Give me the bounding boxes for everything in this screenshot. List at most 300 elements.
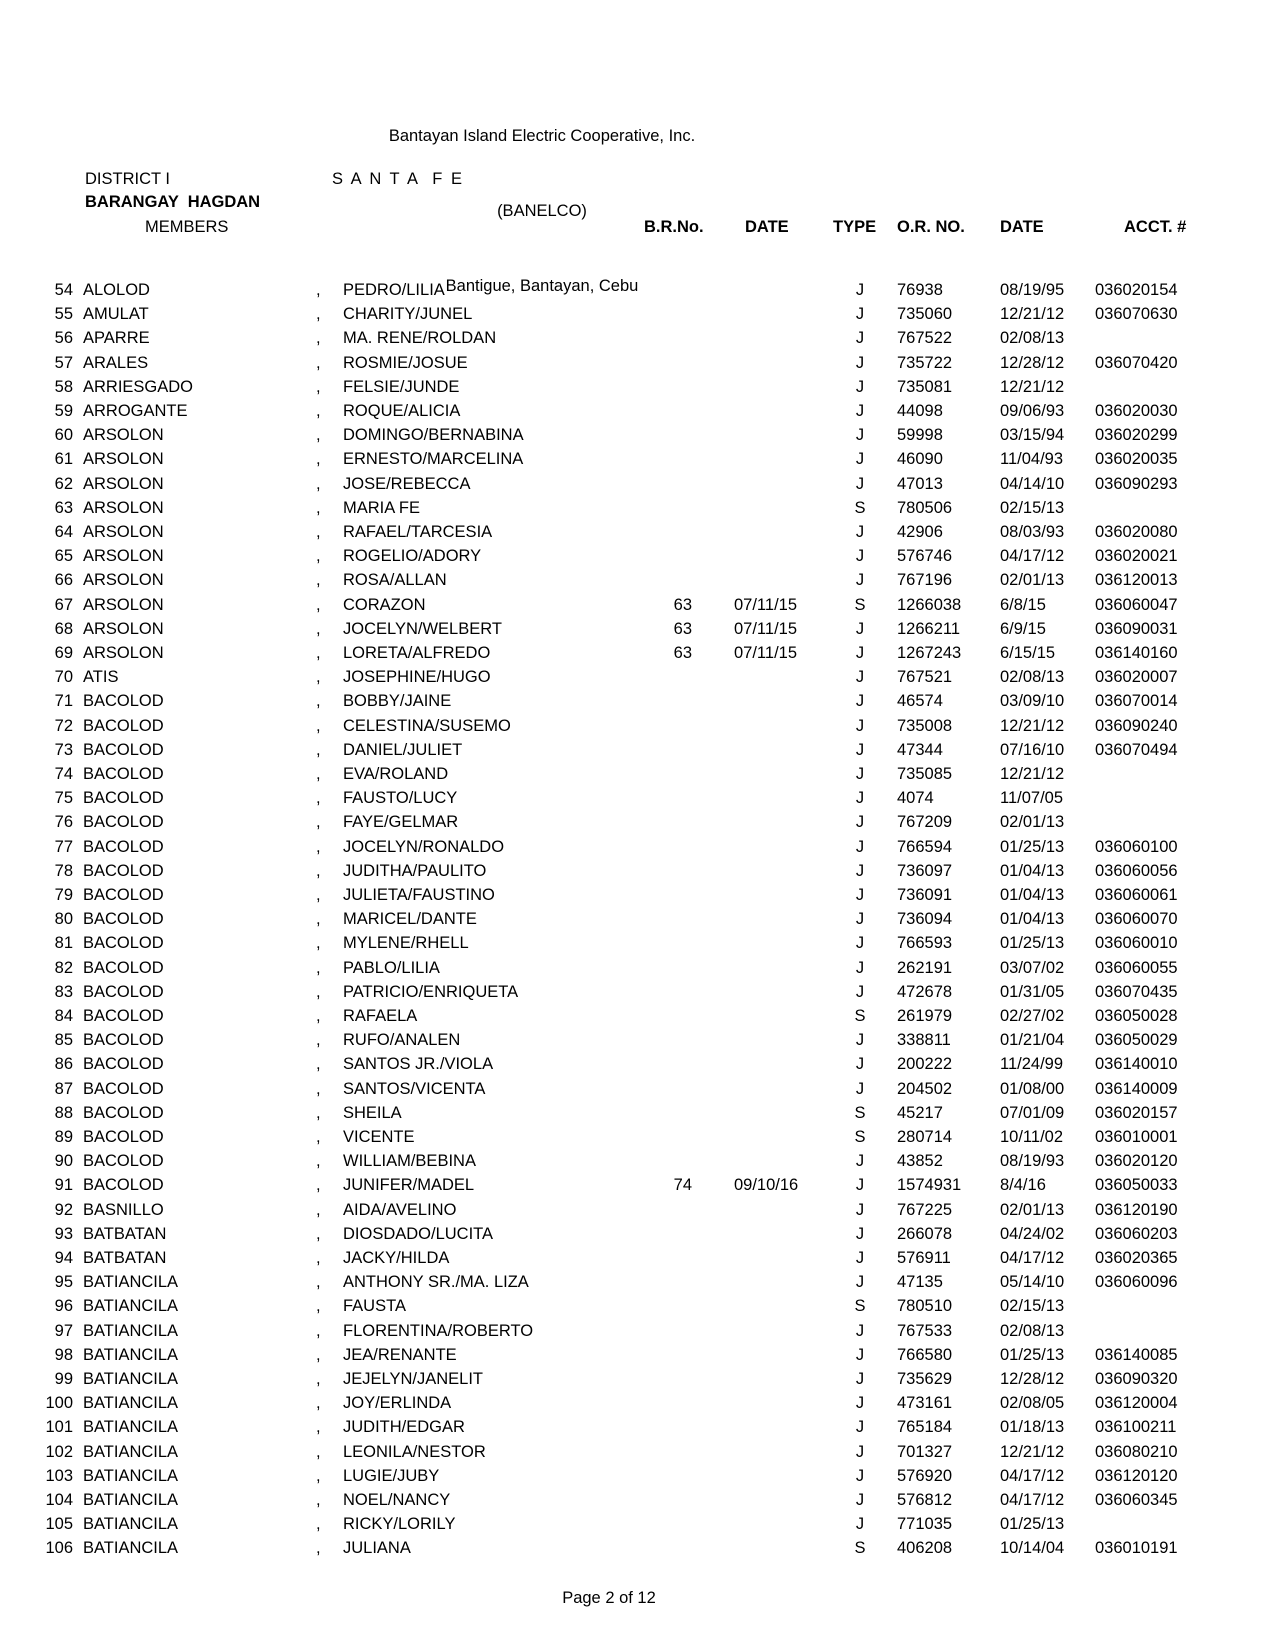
membership-type: J <box>855 1322 865 1340</box>
membership-type: J <box>855 450 865 468</box>
account-number: 036090320 <box>1095 1370 1178 1388</box>
member-surname: BATIANCILA <box>83 1346 179 1364</box>
or-number: 46090 <box>897 450 943 468</box>
member-number: 93 <box>54 1225 73 1243</box>
name-separator: , <box>316 1201 321 1219</box>
column-header-or-no: O.R. NO. <box>897 218 965 236</box>
member-surname: BATIANCILA <box>83 1370 179 1388</box>
or-date: 12/21/12 <box>1000 378 1065 396</box>
member-first-names: LUGIE/JUBY <box>343 1467 440 1485</box>
name-separator: , <box>316 1467 321 1485</box>
or-number: 406208 <box>897 1539 953 1557</box>
member-first-names: CORAZON <box>343 596 426 614</box>
member-number: 89 <box>54 1128 73 1146</box>
member-number: 105 <box>45 1515 73 1533</box>
or-number: 1267243 <box>897 644 962 662</box>
column-header-type: TYPE <box>833 218 877 236</box>
member-number: 81 <box>54 934 73 952</box>
member-surname: APARRE <box>83 329 150 347</box>
account-number: 036010001 <box>1095 1128 1178 1146</box>
account-number: 036060055 <box>1095 959 1178 977</box>
or-number: 47013 <box>897 475 943 493</box>
or-number: 766580 <box>897 1346 953 1364</box>
or-number: 780510 <box>897 1297 953 1315</box>
table-row <box>0 1273 1275 1297</box>
br-date: 09/10/16 <box>734 1176 799 1194</box>
name-separator: , <box>316 596 321 614</box>
member-number: 92 <box>54 1201 73 1219</box>
member-surname: ARSOLON <box>83 475 164 493</box>
membership-type: S <box>854 499 866 517</box>
account-number: 036140010 <box>1095 1055 1178 1073</box>
member-surname: BACOLOD <box>83 692 164 710</box>
member-first-names: JOCELYN/WELBERT <box>343 620 502 638</box>
name-separator: , <box>316 668 321 686</box>
member-surname: ARROGANTE <box>83 402 188 420</box>
table-row <box>0 1515 1275 1539</box>
account-number: 036060061 <box>1095 886 1178 904</box>
or-number: 200222 <box>897 1055 953 1073</box>
table-row <box>0 862 1275 886</box>
or-date: 10/11/02 <box>1000 1128 1064 1146</box>
account-number: 036020035 <box>1095 450 1178 468</box>
membership-type: J <box>855 1152 865 1170</box>
or-date: 01/04/13 <box>1000 862 1065 880</box>
member-number: 82 <box>54 959 73 977</box>
table-row <box>0 1322 1275 1346</box>
name-separator: , <box>316 838 321 856</box>
or-date: 02/15/13 <box>1000 1297 1065 1315</box>
name-separator: , <box>316 499 321 517</box>
member-first-names: BOBBY/JAINE <box>343 692 452 710</box>
or-number: 735629 <box>897 1370 953 1388</box>
br-date: 07/11/15 <box>734 620 798 638</box>
membership-type: J <box>855 475 865 493</box>
membership-type: J <box>855 547 865 565</box>
or-date: 01/04/13 <box>1000 886 1065 904</box>
membership-type: J <box>855 1443 865 1461</box>
member-number: 63 <box>54 499 73 517</box>
member-first-names: RAFAELA <box>343 1007 418 1025</box>
or-number: 735085 <box>897 765 953 783</box>
name-separator: , <box>316 1539 321 1557</box>
membership-type: J <box>855 1394 865 1412</box>
member-first-names: MYLENE/RHELL <box>343 934 469 952</box>
name-separator: , <box>316 789 321 807</box>
br-date: 07/11/15 <box>734 644 798 662</box>
or-number: 42906 <box>897 523 943 541</box>
member-number: 106 <box>45 1539 73 1557</box>
table-row <box>0 1104 1275 1128</box>
member-surname: BATBATAN <box>83 1225 167 1243</box>
member-number: 95 <box>54 1273 73 1291</box>
account-number: 036090031 <box>1095 620 1178 638</box>
membership-type: J <box>855 910 865 928</box>
name-separator: , <box>316 1491 321 1509</box>
account-number: 036070494 <box>1095 741 1178 759</box>
district-label: DISTRICT I <box>85 170 170 188</box>
member-surname: BACOLOD <box>83 789 164 807</box>
account-number: 036080210 <box>1095 1443 1178 1461</box>
or-date: 09/06/93 <box>1000 402 1065 420</box>
member-number: 54 <box>54 281 73 299</box>
member-number: 80 <box>54 910 73 928</box>
member-number: 84 <box>54 1007 73 1025</box>
member-surname: BACOLOD <box>83 813 164 831</box>
membership-type: J <box>855 1031 865 1049</box>
name-separator: , <box>316 1055 321 1073</box>
or-number: 204502 <box>897 1080 953 1098</box>
or-number: 473161 <box>897 1394 953 1412</box>
or-number: 735008 <box>897 717 953 735</box>
account-number: 036090293 <box>1095 475 1178 493</box>
table-row <box>0 305 1275 329</box>
member-surname: ARSOLON <box>83 596 164 614</box>
name-separator: , <box>316 402 321 420</box>
member-first-names: RAFAEL/TARCESIA <box>343 523 493 541</box>
membership-type: J <box>855 1080 865 1098</box>
name-separator: , <box>316 1370 321 1388</box>
name-separator: , <box>316 571 321 589</box>
membership-type: J <box>855 692 865 710</box>
table-row <box>0 1394 1275 1418</box>
account-number: 036120013 <box>1095 571 1178 589</box>
membership-type: J <box>855 813 865 831</box>
member-surname: BACOLOD <box>83 717 164 735</box>
or-date: 12/21/12 <box>1000 765 1065 783</box>
membership-type: S <box>854 1104 866 1122</box>
member-number: 69 <box>54 644 73 662</box>
table-row <box>0 934 1275 958</box>
or-date: 04/17/12 <box>1000 1467 1065 1485</box>
table-row <box>0 547 1275 571</box>
or-date: 04/24/02 <box>1000 1225 1065 1243</box>
member-number: 56 <box>54 329 73 347</box>
member-surname: AMULAT <box>83 305 149 323</box>
member-number: 67 <box>54 596 73 614</box>
membership-type: J <box>855 523 865 541</box>
table-row <box>0 1128 1275 1152</box>
membership-type: J <box>855 1467 865 1485</box>
or-date: 6/15/15 <box>1000 644 1056 662</box>
member-first-names: FAUSTA <box>343 1297 406 1315</box>
membership-type: J <box>855 838 865 856</box>
member-surname: BATIANCILA <box>83 1443 179 1461</box>
table-row <box>0 886 1275 910</box>
or-date: 01/18/13 <box>1000 1418 1065 1436</box>
member-surname: BATIANCILA <box>83 1491 179 1509</box>
name-separator: , <box>316 813 321 831</box>
or-number: 576812 <box>897 1491 953 1509</box>
member-number: 57 <box>54 354 73 372</box>
or-number: 766594 <box>897 838 953 856</box>
table-row <box>0 1055 1275 1079</box>
member-number: 72 <box>54 717 73 735</box>
member-first-names: JUNIFER/MADEL <box>343 1176 475 1194</box>
account-number: 036060100 <box>1095 838 1178 856</box>
or-date: 02/27/02 <box>1000 1007 1065 1025</box>
member-number: 76 <box>54 813 73 831</box>
name-separator: , <box>316 1249 321 1267</box>
table-row <box>0 1539 1275 1563</box>
table-row <box>0 1370 1275 1394</box>
membership-type: J <box>855 620 865 638</box>
member-surname: ARSOLON <box>83 571 164 589</box>
account-number: 036020080 <box>1095 523 1178 541</box>
table-row <box>0 329 1275 353</box>
table-row <box>0 523 1275 547</box>
or-number: 767196 <box>897 571 953 589</box>
or-number: 46574 <box>897 692 943 710</box>
member-first-names: JEJELYN/JANELIT <box>343 1370 483 1388</box>
membership-type: J <box>855 934 865 952</box>
member-surname: BACOLOD <box>83 983 164 1001</box>
name-separator: , <box>316 1152 321 1170</box>
membership-type: J <box>855 402 865 420</box>
table-row <box>0 596 1275 620</box>
or-number: 1266211 <box>897 620 961 638</box>
member-first-names: FAUSTO/LUCY <box>343 789 458 807</box>
member-surname: ARSOLON <box>83 499 164 517</box>
table-row <box>0 450 1275 474</box>
membership-type: J <box>855 305 865 323</box>
name-separator: , <box>316 1031 321 1049</box>
membership-type: J <box>855 1055 865 1073</box>
membership-type: J <box>855 378 865 396</box>
membership-type: S <box>854 1007 866 1025</box>
table-row <box>0 741 1275 765</box>
member-surname: BATIANCILA <box>83 1515 179 1533</box>
table-row <box>0 644 1275 668</box>
member-number: 78 <box>54 862 73 880</box>
or-number: 767522 <box>897 329 953 347</box>
member-number: 88 <box>54 1104 73 1122</box>
name-separator: , <box>316 910 321 928</box>
member-surname: ARSOLON <box>83 426 164 444</box>
or-number: 766593 <box>897 934 953 952</box>
member-number: 87 <box>54 1080 73 1098</box>
member-surname: BACOLOD <box>83 838 164 856</box>
or-date: 04/17/12 <box>1000 1491 1065 1509</box>
member-first-names: SHEILA <box>343 1104 402 1122</box>
or-number: 262191 <box>897 959 953 977</box>
membership-type: J <box>855 717 865 735</box>
or-date: 12/21/12 <box>1000 717 1065 735</box>
member-surname: BASNILLO <box>83 1201 164 1219</box>
member-first-names: DIOSDADO/LUCITA <box>343 1225 494 1243</box>
member-surname: BATBATAN <box>83 1249 167 1267</box>
or-date: 11/04/93 <box>1000 450 1064 468</box>
member-surname: ARSOLON <box>83 450 164 468</box>
account-number: 036020157 <box>1095 1104 1178 1122</box>
account-number: 036070420 <box>1095 354 1178 372</box>
member-surname: BACOLOD <box>83 1176 164 1194</box>
member-number: 101 <box>45 1418 73 1436</box>
br-number: 63 <box>673 620 692 638</box>
membership-type: J <box>855 1515 865 1533</box>
member-surname: BATIANCILA <box>83 1418 179 1436</box>
or-number: 1266038 <box>897 596 962 614</box>
member-first-names: AIDA/AVELINO <box>343 1201 457 1219</box>
or-date: 07/16/10 <box>1000 741 1065 759</box>
member-first-names: DANIEL/JULIET <box>343 741 463 759</box>
name-separator: , <box>316 1322 321 1340</box>
or-number: 735081 <box>897 378 953 396</box>
account-number: 036140009 <box>1095 1080 1178 1098</box>
member-number: 71 <box>54 692 73 710</box>
or-date: 02/08/13 <box>1000 668 1065 686</box>
column-header-br-date: DATE <box>745 218 789 236</box>
member-first-names: PEDRO/LILIA <box>343 281 445 299</box>
or-number: 767209 <box>897 813 953 831</box>
member-number: 90 <box>54 1152 73 1170</box>
name-separator: , <box>316 523 321 541</box>
member-surname: ATIS <box>83 668 119 686</box>
account-number: 036020007 <box>1095 668 1178 686</box>
org-abbreviation: (BANELCO) <box>497 202 587 220</box>
name-separator: , <box>316 1128 321 1146</box>
or-number: 576746 <box>897 547 953 565</box>
or-date: 02/01/13 <box>1000 1201 1065 1219</box>
account-number: 036060056 <box>1095 862 1178 880</box>
member-number: 61 <box>54 450 73 468</box>
account-number: 036020365 <box>1095 1249 1178 1267</box>
or-number: 735722 <box>897 354 953 372</box>
or-date: 11/24/99 <box>1000 1055 1064 1073</box>
membership-type: J <box>855 281 865 299</box>
br-number: 63 <box>673 596 692 614</box>
table-row <box>0 1080 1275 1104</box>
name-separator: , <box>316 1273 321 1291</box>
or-number: 43852 <box>897 1152 943 1170</box>
membership-type: J <box>855 1201 865 1219</box>
membership-type: J <box>855 1346 865 1364</box>
member-surname: BACOLOD <box>83 934 164 952</box>
column-header-acct: ACCT. # <box>1124 218 1187 236</box>
member-first-names: MARICEL/DANTE <box>343 910 477 928</box>
account-number: 036120004 <box>1095 1394 1178 1412</box>
account-number: 036060010 <box>1095 934 1178 952</box>
name-separator: , <box>316 305 321 323</box>
or-date: 6/8/15 <box>1000 596 1046 614</box>
member-first-names: JACKY/HILDA <box>343 1249 450 1267</box>
or-date: 08/19/95 <box>1000 281 1065 299</box>
table-row <box>0 717 1275 741</box>
member-first-names: ROSA/ALLAN <box>343 571 447 589</box>
or-number: 701327 <box>897 1443 953 1461</box>
or-number: 47135 <box>897 1273 943 1291</box>
name-separator: , <box>316 692 321 710</box>
or-number: 47344 <box>897 741 943 759</box>
name-separator: , <box>316 886 321 904</box>
or-number: 76938 <box>897 281 943 299</box>
member-first-names: VICENTE <box>343 1128 415 1146</box>
member-surname: ARSOLON <box>83 644 164 662</box>
member-surname: BATIANCILA <box>83 1322 179 1340</box>
or-number: 765184 <box>897 1418 953 1436</box>
member-number: 73 <box>54 741 73 759</box>
account-number: 036120120 <box>1095 1467 1178 1485</box>
or-date: 8/4/16 <box>1000 1176 1046 1194</box>
name-separator: , <box>316 620 321 638</box>
account-number: 036060096 <box>1095 1273 1178 1291</box>
account-number: 036020154 <box>1095 281 1178 299</box>
or-number: 736097 <box>897 862 953 880</box>
account-number: 036140085 <box>1095 1346 1178 1364</box>
table-row <box>0 1443 1275 1467</box>
membership-type: J <box>855 789 865 807</box>
member-first-names: ROQUE/ALICIA <box>343 402 461 420</box>
member-first-names: PABLO/LILIA <box>343 959 440 977</box>
org-address: Bantigue, Bantayan, Cebu <box>445 277 639 295</box>
member-surname: BACOLOD <box>83 1055 164 1073</box>
account-number: 036050033 <box>1095 1176 1178 1194</box>
name-separator: , <box>316 959 321 977</box>
account-number: 036060047 <box>1095 596 1178 614</box>
member-surname: BACOLOD <box>83 1152 164 1170</box>
member-surname: BACOLOD <box>83 741 164 759</box>
table-row <box>0 813 1275 837</box>
member-surname: BATIANCILA <box>83 1467 179 1485</box>
name-separator: , <box>316 1007 321 1025</box>
member-surname: BACOLOD <box>83 1104 164 1122</box>
member-surname: ALOLOD <box>83 281 150 299</box>
or-date: 08/19/93 <box>1000 1152 1065 1170</box>
member-number: 79 <box>54 886 73 904</box>
member-number: 68 <box>54 620 73 638</box>
name-separator: , <box>316 450 321 468</box>
member-first-names: SANTOS JR./VIOLA <box>343 1055 494 1073</box>
account-number: 036070014 <box>1095 692 1178 710</box>
member-surname: BACOLOD <box>83 1031 164 1049</box>
account-number: 036090240 <box>1095 717 1178 735</box>
name-separator: , <box>316 1080 321 1098</box>
membership-type: J <box>855 1176 865 1194</box>
barangay-label: BARANGAY HAGDAN <box>85 193 261 211</box>
member-number: 59 <box>54 402 73 420</box>
member-number: 64 <box>54 523 73 541</box>
table-row <box>0 281 1275 305</box>
or-date: 10/14/04 <box>1000 1539 1065 1557</box>
member-surname: BATIANCILA <box>83 1297 179 1315</box>
member-first-names: MARIA FE <box>343 499 421 517</box>
member-first-names: FLORENTINA/ROBERTO <box>343 1322 534 1340</box>
name-separator: , <box>316 1297 321 1315</box>
town-label: S A N T A F E <box>332 170 464 188</box>
name-separator: , <box>316 1443 321 1461</box>
or-date: 01/25/13 <box>1000 1515 1065 1533</box>
or-number: 261979 <box>897 1007 953 1025</box>
or-number: 472678 <box>897 983 953 1001</box>
member-first-names: ROGELIO/ADORY <box>343 547 482 565</box>
account-number: 036020299 <box>1095 426 1178 444</box>
member-surname: ARALES <box>83 354 149 372</box>
membership-type: J <box>855 983 865 1001</box>
or-number: 736094 <box>897 910 953 928</box>
membership-type: S <box>854 1297 866 1315</box>
or-date: 07/01/09 <box>1000 1104 1065 1122</box>
membership-type: J <box>855 1418 865 1436</box>
membership-type: J <box>855 426 865 444</box>
column-header-br-no: B.R.No. <box>644 218 704 236</box>
name-separator: , <box>316 1394 321 1412</box>
table-row <box>0 959 1275 983</box>
or-date: 02/01/13 <box>1000 813 1065 831</box>
or-date: 01/31/05 <box>1000 983 1065 1001</box>
or-date: 12/21/12 <box>1000 305 1065 323</box>
member-number: 58 <box>54 378 73 396</box>
table-row <box>0 1031 1275 1055</box>
